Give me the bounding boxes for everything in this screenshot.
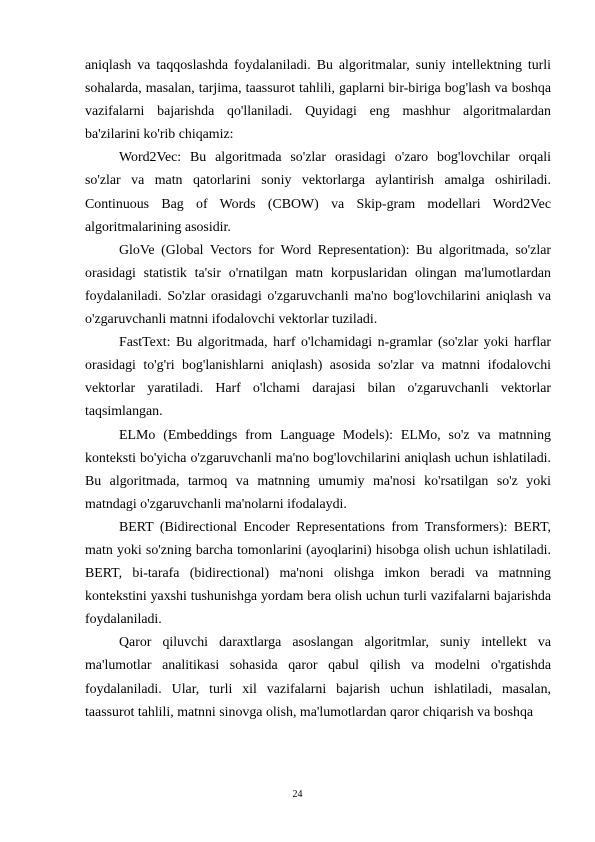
paragraph-decision-trees: Qaror qiluvchi daraxtlarga asoslangan algoritmlar, suniy intellekt va ma'lumotlar analitikasi sohasida qaror qabul qilish va modelni o'rgatishda foydalaniladi. Ular, turli xil vazifalarni bajarish uchun ishlatiladi, masalan, taassurot tahlili, matnni sinovga olish, ma'lumotlardan qaror chiqarish va boshqa bbox=[85, 635, 551, 720]
paragraph-bert: BERT (Bidirectional Encoder Representations from Transformers): BERT, matn yoki so'zning barcha tomonlarini (ayoqlarini) hisobga olish uchun ishlatiladi. BERT, bi-tarafa (bidirectional) ma'noni olishga imkon beradi va matnning kontekstini yaxshi tushunishga yordam bera olish uchun turli vazifalarni bajarishda foydalaniladi. bbox=[85, 519, 551, 628]
paragraph-elmo: ELMo (Embeddings from Language Models): ELMo, so'z va matnning konteksti bo'yicha o'zgaruvchanli ma'no bog'lovchilarini aniqlash uchun ishlatiladi. Bu algoritmada, tarmoq va matnning umumiy ma'nosi ko'rsatilgan so'z yoki matndagi o'zgaruvchanli ma'nolarni ifodalaydi. bbox=[85, 427, 551, 512]
paragraph-word2vec: Word2Vec: Bu algoritmada so'zlar orasidagi o'zaro bog'lovchilar orqali so'zlar va matn qatorlarini soniy vektorlarga aylantirish amalga oshiriladi. Continuous Bag of Words (CBOW) va Skip-gram modellari Word2Vec algoritmalarining asosidir. bbox=[85, 150, 551, 235]
body-text bbox=[85, 54, 551, 724]
paragraph-glove: GloVe (Global Vectors for Word Representation): Bu algoritmada, so'zlar orasidagi statistik ta'sir o'rnatilgan matn korpuslaridan olingan ma'lumotlardan foydalaniladi. So'zlar orasidagi o'zgaruvchanli ma'no bog'lovchilarini aniqlash va o'zgaruvchanli matnni ifodalovchi vektorlar tuziladi. bbox=[85, 242, 551, 328]
paragraph-continuation: aniqlash va taqqoslashda foydalaniladi. Bu algoritmalar, suniy intellektning turli sohalarda, masalan, tarjima, taassurot tahlili, gaplarni bir-biriga bog'lash va boshqa vazifalarni bajarishda qo'llaniladi. Quyidagi eng mashhur algoritmalardan ba'zilarini ko'rib chiqamiz: bbox=[85, 58, 551, 143]
page-number: 24 bbox=[292, 789, 303, 800]
paragraph-fasttext: FastText: Bu algoritmada, harf o'lchamidagi n-gramlar (so'zlar yoki harflar orasidagi to'g'ri bog'lanishlarni aniqlash) asosida so'zlar va matnni ifodalovchi vektorlar yaratiladi. Harf o'lchami darajasi bilan o'zgaruvchanli vektorlar taqsimlangan. bbox=[85, 335, 551, 420]
